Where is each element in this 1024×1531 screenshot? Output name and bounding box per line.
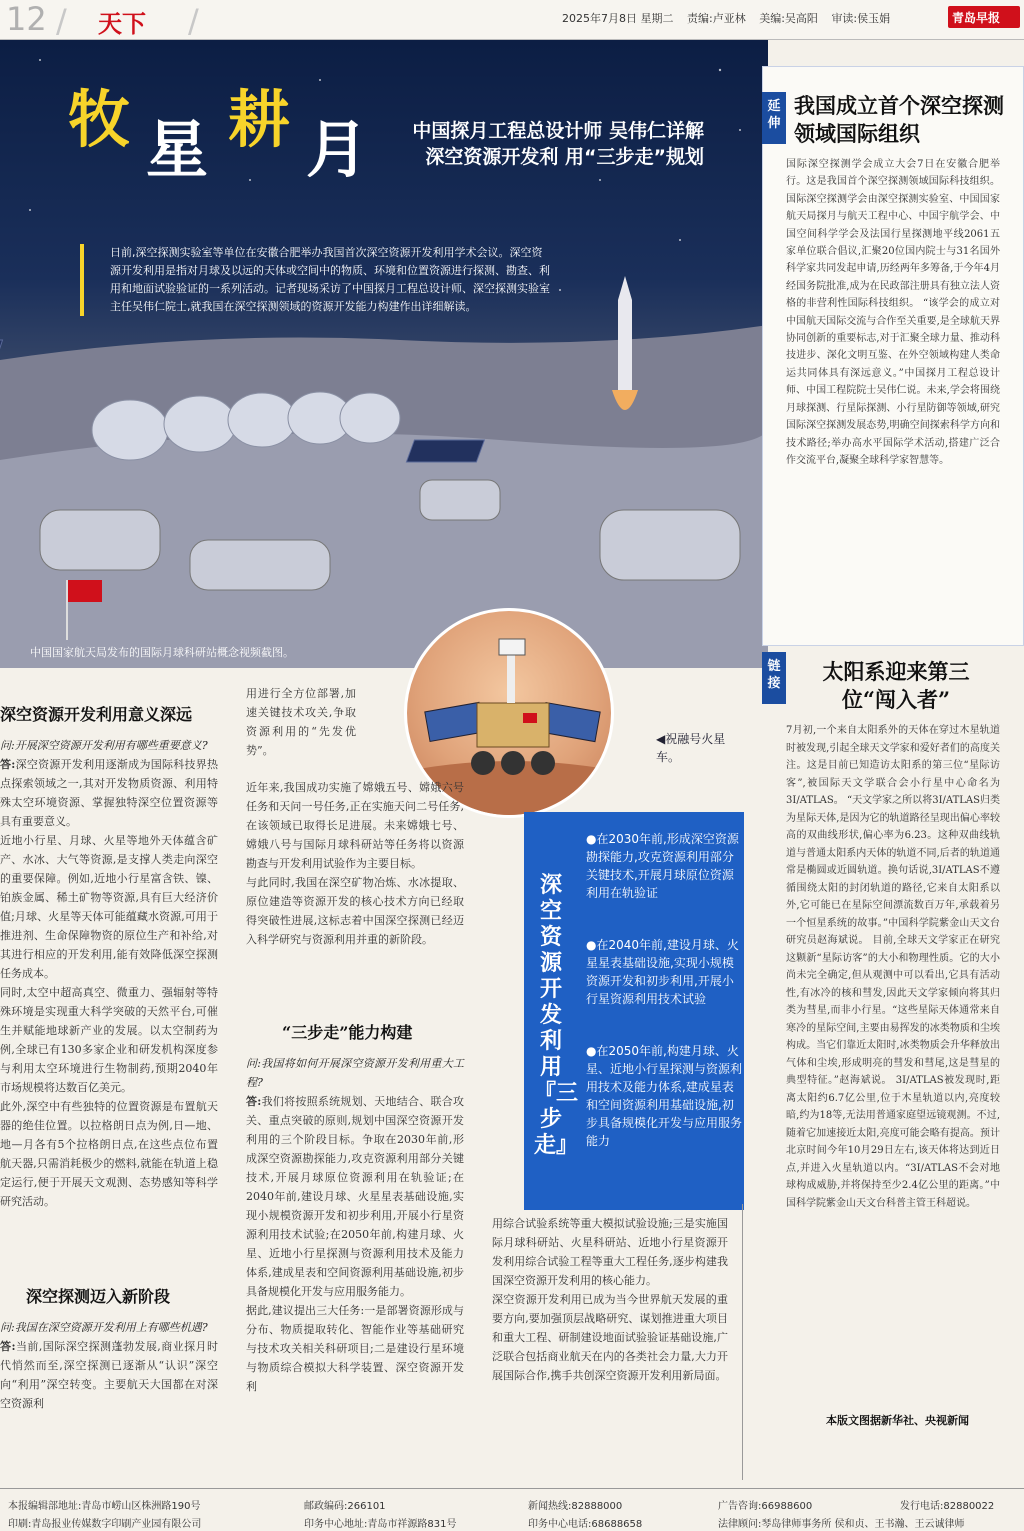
editor-credit: 责编:卢亚林	[687, 12, 746, 25]
answer-text: 当前,国际深空探测蓬勃发展,商业探月时代悄然而至,深空探测已逐渐从“认识”深空向“利用”深空转变。主要航天大国都在对深空资源利	[0, 1340, 218, 1410]
article-column-2-top	[246, 684, 356, 760]
footer	[0, 1488, 1024, 1531]
article-column-1-cont	[0, 1318, 218, 1413]
paragraph: 用综合试验系统等重大模拟试验设施;三是实施国际月球科研站、火星科研站、近地小行星资源开发利用综合试验工程等重大工程任务,逐步构建我国深空资源开发利用的核心能力。	[492, 1217, 728, 1287]
footer-ads: 广告咨询:66988600	[718, 1501, 813, 1512]
tag-extension: 延伸	[762, 92, 786, 144]
article-column-1	[0, 736, 218, 1211]
answer-label: 答:	[246, 1095, 262, 1108]
paragraph: 据此,建议提出三大任务:一是部署资源形成与分布、物质提取转化、智能作业等基础研究与技术攻关相关科研项目;二是建设行星环境与物质综合模拟大科学装置、深空资源开发利	[246, 1304, 464, 1393]
title-char: 星	[146, 113, 209, 186]
footer-print-phone: 印务中心电话:68688658	[528, 1519, 643, 1530]
sidebar-bottom-title: 太阳系迎来第三位“闯入者”	[822, 659, 970, 712]
section-heading: “三步走”能力构建	[282, 1023, 413, 1042]
paragraph: 此外,深空中有些独特的位置资源是布置航天器的绝佳位置。以拉格朗日点为例,日—地、地—月各有5个拉格朗日点,在这些点位布置航天器,只需消耗极少的燃料,就能在轨道上稳定运行,便于开展天文观测、态势感知等科学研究活动。	[0, 1100, 218, 1208]
answer-label: 答:	[0, 1340, 16, 1353]
masthead-info	[562, 10, 900, 26]
footer-distribution: 发行电话:82880022	[900, 1501, 995, 1512]
column-divider	[742, 1204, 743, 1480]
footer-hotline: 新闻热线:82888000	[528, 1501, 623, 1512]
title-char: 牧	[68, 83, 131, 156]
paragraph: 近年来,我国成功实施了嫦娥五号、嫦娥六号任务和天问一号任务,正在实施天问二号任务,在该领域已取得长足进展。未来嫦娥七号、嫦娥八号与国际月球科研站等任务将以资源勘查与开发利用试验作为主要目标。	[246, 781, 464, 870]
answer-text: 深空资源开发利用逐渐成为国际科技界热点探索领域之一,其对开发物质资源、利用特殊太空环境资源、掌握独特深空位置资源等具有重要意义。	[0, 758, 219, 828]
footer-legal: 法律顾问:琴岛律师事务所 侯和贞、王书瀚、王云诚律师	[718, 1519, 965, 1530]
footer-print-address: 印务中心地址:青岛市祥源路831号	[304, 1519, 457, 1530]
hero-intro: 日前,深空探测实验室等单位在安徽合肥举办我国首次深空资源开发利用学术会议。深空资源开发利用是指对月球及以远的天体或空间中的物质、环境和位置资源进行探测、勘查、利用和地面试验验证的一系列活动。记者现场采访了中国探月工程总设计师、深空探测实验室主任吴伟仁院士,就我国在深空探测领域的资源开发能力构建作出详细解读。	[80, 244, 550, 316]
answer	[0, 1337, 218, 1413]
proofreader-credit: 审读:侯玉娟	[831, 12, 891, 25]
step-item: ●在2030年前,形成深空资源勘探能力,攻克资源利用部分关键技术,开展月球原位资源利用在轨验证	[586, 832, 739, 900]
title-char: 月	[306, 113, 369, 186]
footer-postcode: 邮政编码:266101	[304, 1501, 386, 1512]
hero-subtitle: 中国探月工程总设计师 吴伟仁详解深空资源开发利 用“三步走”规划	[412, 120, 704, 168]
title-char: 耕	[228, 83, 291, 156]
issue-date: 2025年7月8日 星期二	[562, 12, 674, 25]
hero-banner	[0, 40, 768, 668]
step-item: ●在2040年前,建设月球、火星星表基础设施,实现小规模资源开发和初步利用,开展小行星资源利用技术试验	[586, 938, 739, 1006]
answer	[0, 755, 218, 831]
three-step-title: 深空资源开发利用『三步走』	[534, 872, 579, 1158]
page-number: 12	[6, 0, 47, 38]
sidebar-top-body: 国际深空探测学会成立大会7日在安徽合肥举行。这是我国首个深空探测领域国际科技组织。 国际深空探测学会由深空探测实验室、中国国家航天局探月与航天工程中心、中国宇航学会、中国空间科学学会及法国行星探测地平线2061五家单位联合倡议,汇聚20位国内院士与31名国外科学家共同发起申请,历经两年多筹备,于今年4月经国务院批准,成为在民政部注册具有独立法人资格的非营利性国际科技组织。 “该学会的成立对中国航天国际交流与合作至关重要,是全球航天界协同创新的重要标志,对于汇聚全球力量、推动科技进步、深化文明互鉴、在外空领域构建人类命运共同体具有深远意义。”中国探月工程总设计师、中国工程院院士吴伟仁说。未来,学会将围绕月球探测、行星际探测、小行星防御等领域,研究国际深空探测发展态势,明确空间探索科学方向和技术路径;举办高水平国际学术活动,搭建广泛合作交流平台,凝聚全球科学家智慧等。	[786, 159, 1000, 466]
section-heading: 深空探测迈入新阶段	[26, 1287, 171, 1306]
photo-credit: 本版文图据新华社、央视新闻	[826, 1414, 969, 1427]
masthead	[0, 0, 1024, 40]
answer-text: 我们将按照系统规划、天地结合、联合攻关、重点突破的原则,规划中国深空资源开发利用的三个阶段目标。争取在2030年前,形成深空资源勘探能力,攻克资源利用部分关键技术,开展月球原位资源利用在轨验证;在2040年前,建设月球、火星星表基础设施,实现小规模资源开发和初步利用,开展小行星资源利用技术试验;在2050年前,构建月球、火星、近地小行星探测与资源利用技术及能力体系,建成星表和空间资源利用基础设施,初步具备规模化开发与应用服务能力。	[246, 1095, 465, 1298]
sidebar-top-title: 我国成立首个深空探测领域国际组织	[794, 93, 1004, 146]
article-column-3	[492, 1214, 728, 1385]
paragraph: 同时,太空中超高真空、微重力、强辐射等特殊环境是实现重大科学突破的天然平台,可催生并赋能地球新产业的发展。以太空制药为例,全球已有130多家企业和研发机构深度参与利用太空环境进行生物制药,预期2040年市场规模将达数百亿美元。	[0, 986, 218, 1094]
designer-credit: 美编:吴高阳	[759, 12, 818, 25]
answer	[246, 1092, 464, 1301]
paragraph: 与此同时,我国在深空矿物冶炼、水冰提取、原位建造等资源开发的核心技术方向已经取得突破性进展,这标志着中国深空探测已经迈入科学研究与资源利用并重的新阶段。	[246, 876, 464, 946]
divider-slash: /	[56, 2, 67, 40]
newspaper-logo: 青岛早报	[948, 6, 1020, 28]
hero-caption: 中国国家航天局发布的国际月球科研站概念视频截图。	[30, 646, 294, 659]
step-item: ●在2050年前,构建月球、火星、近地小行星探测与资源利用技术及能力体系,建成星表和空间资源利用基础设施,初步具备规模化开发与应用服务能力	[586, 1044, 743, 1148]
paragraph: 深空资源开发利用已成为当今世界航天发展的重要方向,要加强顶层战略研究、谋划推进重大项目和重大工程、研制建设地面试验验证基础设施,广泛联合包括商业航天在内的各类社会力量,大力开展国际合作,携手共创深空资源开发利用新局面。	[492, 1293, 728, 1382]
paragraph: 近地小行星、月球、火星等地外天体蕴含矿产、水冰、大气等资源,是支撑人类走向深空的重要保障。例如,近地小行星富含铁、镍、铂族金属、稀土矿物等资源,具有巨大经济价值;月球、火星等天体可能蕴藏水资源,可用于推进剂、生命保障物资的原位生产和补给,对其进行相应的开发利用,能有效降低深空探测任务成本。	[0, 834, 218, 980]
footer-address: 本报编辑部地址:青岛市崂山区株洲路190号	[8, 1501, 201, 1512]
question: 问:我国在深空资源开发利用上有哪些机遇?	[0, 1321, 208, 1334]
section-name: 天下	[98, 9, 146, 38]
article-column-2	[246, 778, 464, 949]
rover-caption: ◀祝融号火星车。	[656, 732, 726, 764]
paragraph: 用进行全方位部署,加速关键技术攻关,争取资源利用的“先发优势”。	[246, 687, 356, 757]
footer-printer: 印刷:青岛报业传媒数字印刷产业园有限公司	[8, 1519, 202, 1530]
article-column-2-cont	[246, 1054, 464, 1396]
question: 问:开展深空资源开发利用有哪些重要意义?	[0, 739, 208, 752]
sidebar-bottom-body: 7月初,一个来自太阳系外的天体在穿过木星轨道时被发现,引起全球天文学家和爱好者们的高度关注。这是目前已知造访太阳系的第三位“星际访客”,被国际天文学联合会小行星中心命名为3I/ATLAS。 “天文学家之所以将3I/ATLAS归类为星际天体,是因为它的轨道路径呈现出偏心率较高的双曲线形状,偏心率为6.23。这种双曲线轨道与普通太阳系内天体的轨道不同,后者的轨道通常是椭圆或近圆轨道。换句话说,3I/ATLAS不遵循围绕太阳的封闭轨道的路径,它来自太阳系以外,它可能已在星际空间漂流数百万年,承载着另一个恒星系统的故事。”中国科学院紫金山天文台研究员赵海斌说。 目前,全球天文学家正在研究这颗新“星际访客”的大小和物理性质。它的大小尚未完全确定,但从观测中可以看出,它具有活动性,有冰冷的核和彗发,因此天文学家倾向将其归类为彗星,而非小行星。“这些星际天体通常来自寒冷的星际空间,主要由易挥发的冰类物质和尘埃构成。当它们靠近太阳时,冰类物质会升华释放出气体和尘埃,形成明亮的彗发和彗尾,这是彗星的典型特征。”赵海斌说。 3I/ATLAS被发现时,距离太阳约6.7亿公里,位于木星轨道以内,亮度较暗,约为18等,无法用普通家庭望远镜观测。不过,随着它加速接近太阳,亮度可能会略有提高。预计北京时间今年10月29日左右,该天体将达到近日点,并进入火星轨道以内。“3I/ATLAS不会对地球构成威胁,并将保持至少2.4亿公里的距离。”中国科学院紫金山天文台科普主管王科超说。	[786, 725, 1000, 1209]
section-heading: 深空资源开发利用意义深远	[0, 705, 193, 724]
answer-label: 答:	[0, 758, 16, 771]
divider-slash: /	[188, 2, 199, 40]
question: 问:我国将如何开展深空资源开发利用重大工程?	[246, 1057, 464, 1089]
tag-link: 链接	[762, 652, 786, 704]
